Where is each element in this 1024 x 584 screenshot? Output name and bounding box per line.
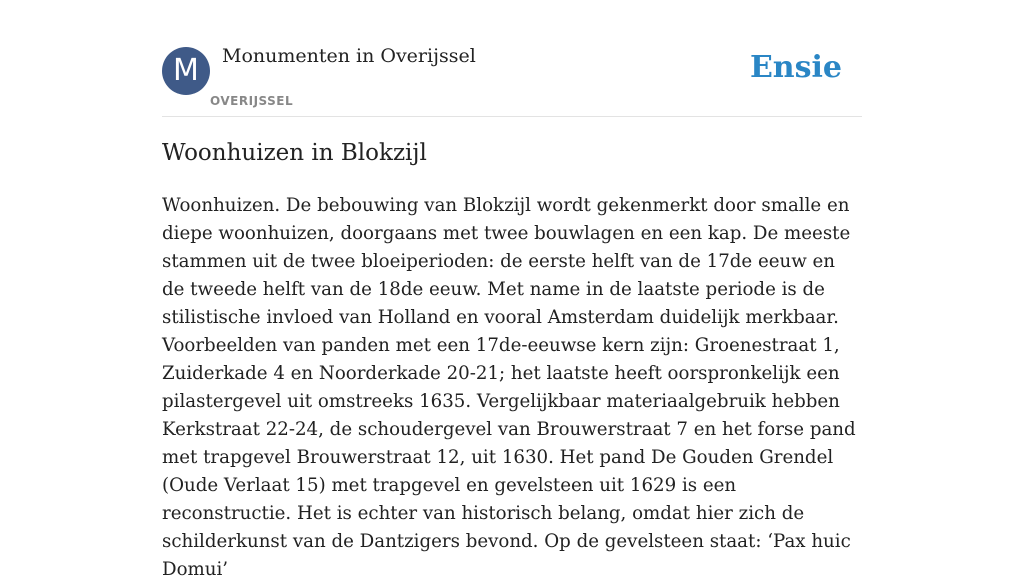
article-card — [162, 0, 862, 580]
source-avatar[interactable]: M — [162, 47, 210, 95]
article-title: Woonhuizen in Blokzijl — [162, 140, 427, 166]
ensie-logo[interactable]: Ensie — [749, 50, 842, 85]
source-category-link[interactable]: OVERIJSSEL — [210, 94, 294, 108]
source-header — [162, 0, 862, 117]
article-body: Woonhuizen. De bebouwing van Blokzijl wordt gekenmerkt door smalle en diepe woonhuizen, doorgaans met twee bouwlagen en een kap. De meeste stammen uit de twee bloeiperioden: de eerste helft van de 17de eeuw en de tweede helft van de 18de eeuw. Met name in de laatste periode is de stilistische invloed van Holland en vooral Amsterdam duidelijk merkbaar. Voorbeelden van panden met een 17de-eeuwse kern zijn: Groenestraat 1, Zuiderkade 4 en Noorderkade 20-21; het laatste heeft oorspronkelijk een pilastergevel uit omstreeks 1635. Vergelijkbaar materiaalgebruik hebben Kerkstraat 22-24, de schoudergevel van Brouwerstraat 7 en het forse pand met trapgevel Brouwerstraat 12, uit 1630. Het pand De Gouden Grendel (Oude Verlaat 15) met trapgevel en gevelsteen uit 1629 is een reconstructie. Het is echter van historisch belang, omdat hier zich de schilderkunst van de Dantzigers bevond. Op de gevelsteen staat: ‘Pax huic Domui’ — [162, 195, 856, 580]
source-title-link[interactable]: Monumenten in Overijssel — [222, 45, 476, 67]
